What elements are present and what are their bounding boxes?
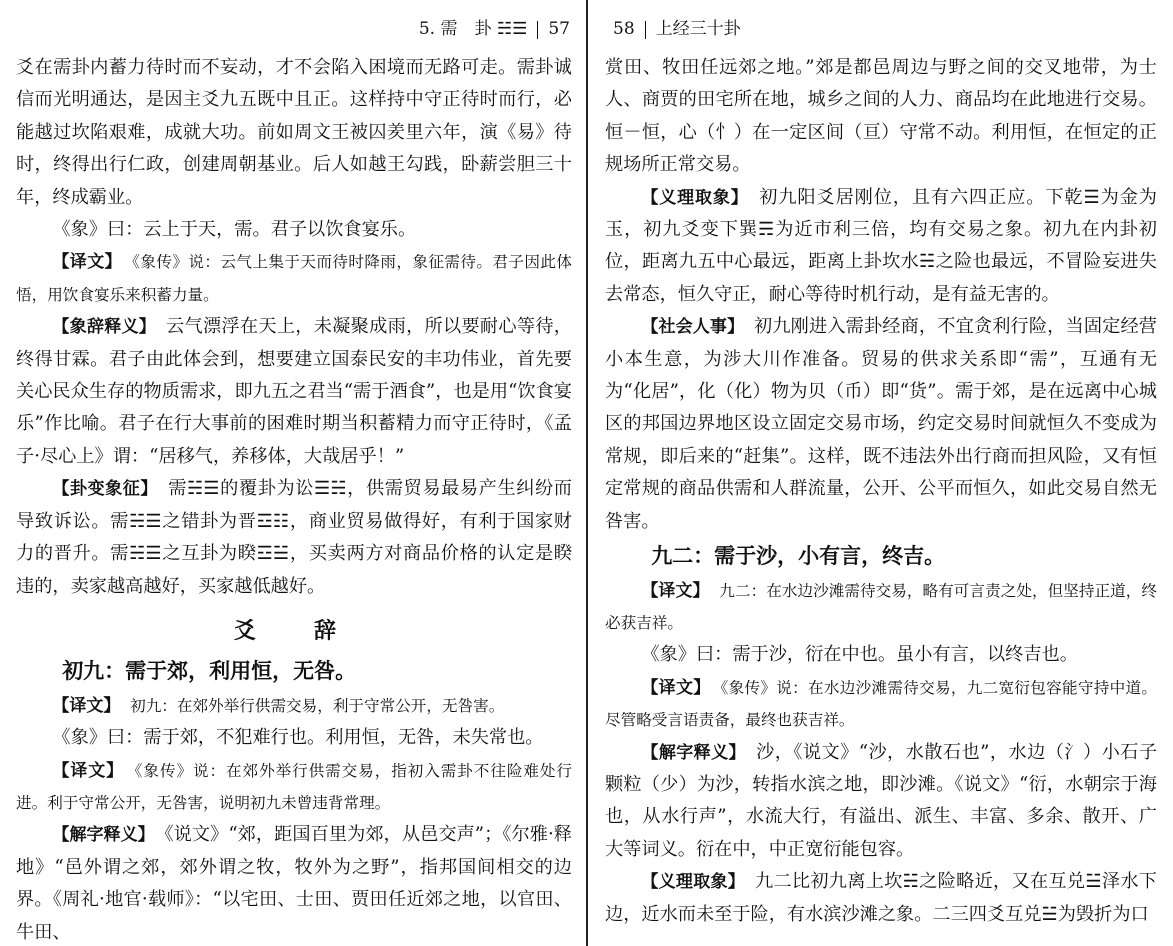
body-paragraph: 《象》曰：云上于天，需。君子以饮食宴乐。	[52, 219, 417, 241]
header-separator	[645, 21, 646, 39]
header-separator	[537, 21, 538, 39]
commentary-paragraph	[605, 182, 1157, 312]
chapter-title: 5. 需 卦 ☵☰	[418, 19, 528, 39]
line-statement: 初九：需于郊，利用恒，无咎。	[62, 659, 357, 684]
translation-paragraph	[16, 690, 572, 722]
commentary-paragraph	[16, 311, 572, 473]
paragraph-tag: 【社会人事】	[641, 317, 736, 338]
paragraph-text: 《象传》说：在郊外举行供需交易，指初入需卦不往险难处行进。利于守常公开，无咎害，说明初九未曾违背常理。	[16, 761, 572, 812]
left-page	[0, 0, 586, 946]
paragraph-text: 九二比初九离上坎☵之险略近，又在互兑☱泽水下边，近水而未至于险，有水滨沙滩之象。二三四爻互兑☱为毁折为口	[605, 871, 1157, 925]
commentary-paragraph	[605, 737, 1157, 867]
paragraph-tag: 【象辞释义】	[52, 317, 148, 338]
paragraph-tag: 【译文】	[641, 677, 703, 698]
translation-paragraph	[605, 575, 1157, 640]
body-paragraph: 赏田、牧田任远郊之地。”郊是都邑周边与野之间的交叉地带，为士人、商贾的田宅所在地，城乡之间的人力、商品均在此地进行交易。恒－恒，心（忄）在一定区间（亘）守常不动。利用恒，在恒定的正规场所正常交易。	[605, 57, 1157, 176]
paragraph-tag: 【译文】	[52, 760, 116, 781]
page-divider	[586, 0, 588, 946]
left-page-text	[16, 52, 572, 946]
paragraph-tag: 【义理取象】	[641, 872, 737, 893]
right-page-text	[605, 52, 1157, 931]
paragraph-tag: 【卦变象征】	[52, 479, 150, 500]
paragraph-text: 九二：在水边沙滩需待交易，略有可言责之处，但坚持正道，终必获吉祥。	[605, 581, 1157, 632]
page-number: 58	[613, 19, 635, 39]
paragraph-tag: 【义理取象】	[641, 187, 741, 208]
translation-paragraph	[16, 755, 572, 820]
book-section-title: 上经三十卦	[655, 19, 741, 39]
left-page-header	[419, 14, 570, 39]
right-page-header	[613, 14, 741, 39]
paragraph-text: 《说文》“郊，距国百里为郊，从邑交声”；《尔雅·释地》“邑外谓之郊，郊外谓之牧，牧外为之野”，指邦国间相交的边界。《周礼·地官·载师》：“以宅田、士田、贾田任近郊之地，以官田、牛田、	[16, 824, 572, 943]
paragraph-text: 初九：在郊外举行供需交易，利于守常公开，无咎害。	[130, 696, 505, 715]
body-paragraph: 《象》曰：需于郊，不犯难行也。利用恒，无咎，未失常也。	[52, 727, 544, 749]
body-paragraph: 《象》曰：需于沙，衍在中也。虽小有言，以终吉也。	[641, 644, 1078, 666]
translation-paragraph	[605, 672, 1157, 737]
commentary-paragraph	[605, 866, 1157, 931]
line-statement: 九二：需于沙，小有言，终吉。	[651, 544, 946, 569]
section-heading: 爻 辞	[233, 617, 354, 644]
paragraph-tag: 【译文】	[641, 580, 702, 601]
right-page	[589, 0, 1173, 946]
paragraph-tag: 【解字释义】	[52, 825, 147, 846]
paragraph-tag: 【译文】	[52, 695, 112, 716]
commentary-paragraph	[605, 311, 1157, 538]
paragraph-text: 《象传》说：在水边沙滩需待交易，九二宽衍包容能守持中道。尽管略受言语责备，最终也获吉祥。	[605, 678, 1158, 730]
paragraph-text: 云气漂浮在天上，未凝聚成雨，所以要耐心等待，终得甘霖。君子由此体会到，想要建立国泰民安的丰功伟业，首先要关心民众生存的物质需求，即九五之君当“需于酒食”，也是用“饮食宴乐”作比喻。君子在行大事前的困难时期当积蓄精力而守正待时，《孟子·尽心上》谓：“居移气，养移体，大哉居乎！”	[16, 316, 572, 467]
paragraph-text: 初九刚进入需卦经商，不宜贪利行险，当固定经营小本生意，为涉大川作准备。贸易的供求关系即“需”，互通有无为“化居”，化（化）物为贝（币）即“货”。需于郊，是在远离中心城区的邦国边界地区设立固定交易市场，约定交易时间就恒久不变成为常规，即后来的“赶集”。这样，既不违法外出行商而担风险，又有恒定常规的商品供需和人群流量，公开、公平而恒久，如此交易自然无咎害。	[605, 316, 1157, 532]
translation-paragraph	[16, 246, 572, 311]
paragraph-text: 需☵☰的覆卦为讼☰☵，供需贸易最易产生纠纷而导致诉讼。需☵☰之错卦为晋☲☷，商业贸易做得好，有利于国家财力的晋升。需☵☰之互卦为睽☲☱，买卖两方对商品价格的认定是睽违的，卖家越高越好，买家越低越好。	[16, 478, 572, 597]
body-paragraph: 爻在需卦内蓄力待时而不妄动，才不会陷入困境而无路可走。需卦诚信而光明通达，是因主爻九五既中且正。这样持中守正待时而行，必能越过坎陷艰难，成就大功。前如周文王被囚羑里六年，演《易》待时，终得出行仁政，创建周朝基业。后人如越王勾践，卧薪尝胆三十年，终成霸业。	[16, 57, 572, 208]
commentary-paragraph	[16, 819, 572, 946]
paragraph-tag: 【解字释义】	[641, 742, 738, 763]
paragraph-text: 沙，《说文》“沙，水散石也”，水边（氵）小石子颗粒（少）为沙，转指水滨之地，即沙滩。《说文》“衍，水朝宗于海也，从水行声”，水流大行，有溢出、派生、丰富、多余、散开、广大等词义。衍在中，中正宽衍能包容。	[605, 741, 1158, 860]
paragraph-text: 初九阳爻居刚位，且有六四正应。下乾☰为金为玉，初九爻变下巽☴为近市利三倍，均有交易之象。初九在内卦初位，距离九五中心最远，距离上卦坎水☵之险也最远，不冒险妄进失去常态，恒久守正，耐心等待时机行动，是有益无害的。	[605, 186, 1157, 305]
commentary-paragraph	[16, 473, 572, 603]
paragraph-tag: 【译文】	[52, 252, 114, 273]
page-number: 57	[548, 19, 570, 39]
paragraph-text: 《象传》说：云气上集于天而待时降雨，象征需待。君子因此体悟，用饮食宴乐来积蓄力量。	[16, 253, 573, 304]
